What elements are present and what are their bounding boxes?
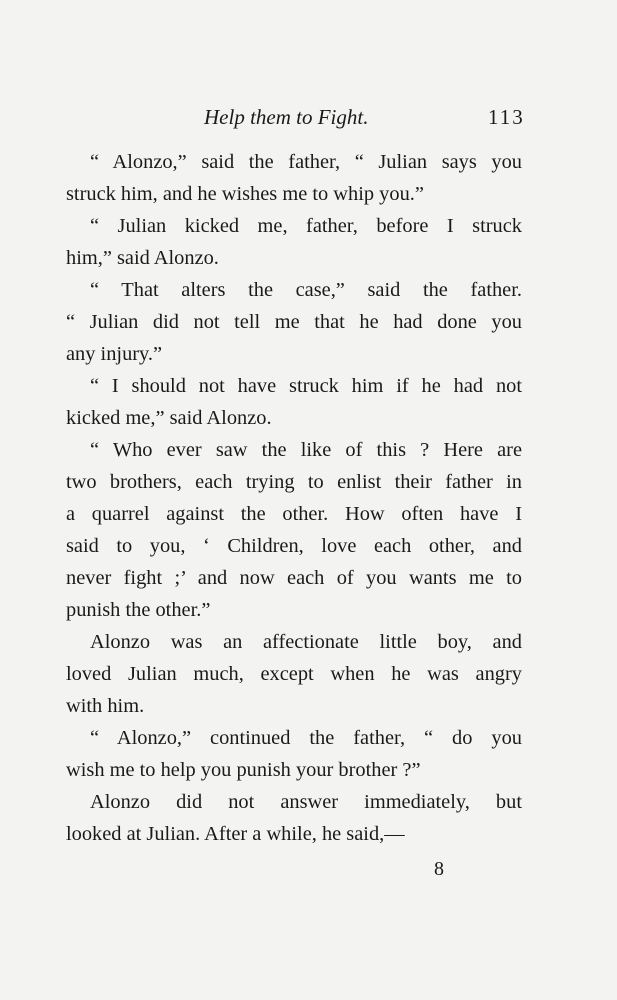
text-line: said to you, ‘ Children, love each other, and	[66, 535, 522, 557]
running-head	[0, 104, 617, 130]
text-line: with him.	[66, 695, 145, 717]
text-line: “ That alters the case,” said the father.	[90, 279, 522, 301]
text-line: struck him, and he wishes me to whip you.”	[66, 183, 424, 205]
text-line: Alonzo did not answer immediately, but	[90, 791, 522, 813]
text-line: wish me to help you punish your brother ?”	[66, 759, 421, 781]
text-line: loved Julian much, except when he was angry	[66, 663, 522, 685]
text-line: punish the other.”	[66, 599, 211, 621]
text-line: looked at Julian. After a while, he said,—	[66, 823, 405, 845]
text-line: never fight ;’ and now each of you wants me to	[66, 567, 522, 589]
page-number: 113	[488, 105, 525, 129]
text-line: a quarrel against the other. How often have I	[66, 503, 522, 525]
text-line: “ Who ever saw the like of this ? Here are	[90, 439, 522, 461]
text-line: Alonzo was an affectionate little boy, and	[90, 631, 522, 653]
text-line: two brothers, each trying to enlist their father in	[66, 471, 522, 493]
text-line: him,” said Alonzo.	[66, 247, 219, 269]
signature-mark: 8	[434, 858, 444, 880]
text-line: “ Alonzo,” said the father, “ Julian says you	[90, 151, 522, 173]
text-line: “ Julian kicked me, father, before I struck	[90, 215, 522, 237]
running-title: Help them to Fight.	[204, 105, 369, 129]
text-line: kicked me,” said Alonzo.	[66, 407, 272, 429]
text-line: “ Alonzo,” continued the father, “ do you	[90, 727, 522, 749]
text-line: “ Julian did not tell me that he had done you	[66, 311, 522, 333]
text-line: “ I should not have struck him if he had not	[90, 375, 522, 397]
text-line: any injury.”	[66, 343, 163, 365]
body-text	[66, 148, 522, 852]
